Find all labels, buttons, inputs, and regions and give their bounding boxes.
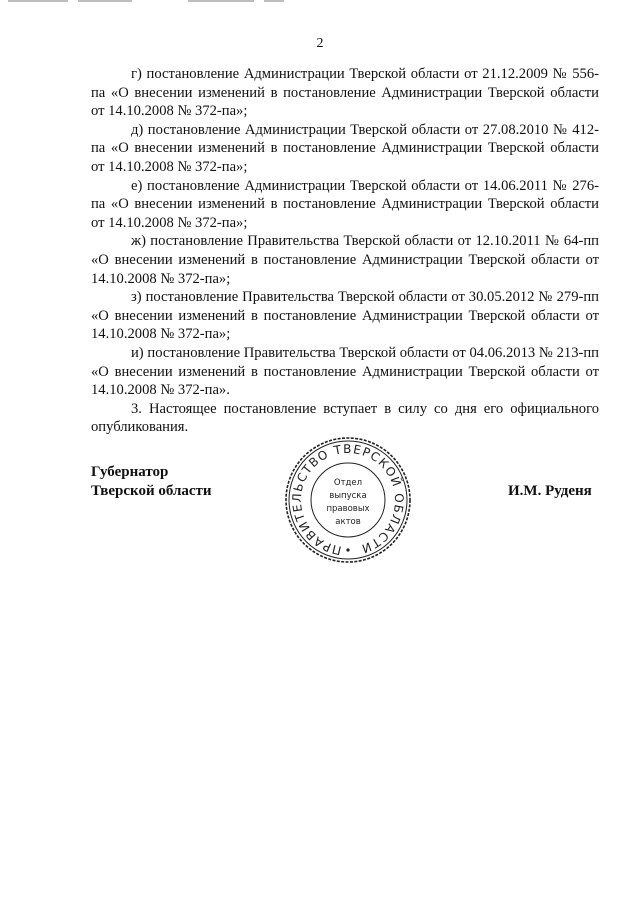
svg-text:ПРАВИТЕЛЬСТВО ТВЕРСКОЙ ОБЛАСТИ: ПРАВИТЕЛЬСТВО ТВЕРСКОЙ ОБЛАСТИ [289, 441, 407, 558]
stamp-inner-line2: выпуска [329, 491, 367, 501]
paragraph-e: е) постановление Администрации Тверской области от 14.06.2011 № 276-па «О внесении изменений в постановление Администрации Тверской области от 14.10.2008 № 372-па»; [91, 177, 599, 231]
paragraph-z: з) постановление Правительства Тверской области от 30.05.2012 № 279-пп «О внесении изменений в постановление Администрации Тверской области от 14.10.2008 № 372-па»; [91, 289, 599, 343]
signatory-position [91, 463, 212, 501]
signatory-position-line1: Губернатор [91, 464, 169, 480]
scan-edge-marks [0, 0, 640, 4]
signatory-position-line2: Тверской области [91, 483, 212, 499]
document-body [91, 65, 599, 437]
paragraph-g: г) постановление Администрации Тверской области от 21.12.2009 № 556-па «О внесении изменений в постановление Администрации Тверской области от 14.10.2008 № 372-па»; [91, 66, 599, 120]
stamp-inner-line4: актов [335, 517, 361, 527]
paragraph-i: и) постановление Правительства Тверской области от 04.06.2013 № 213-пп «О внесении изменений в постановление Администрации Тверской области от 14.10.2008 № 372-па». [91, 344, 599, 399]
paragraph-d: д) постановление Администрации Тверской области от 27.08.2010 № 412-па «О внесении изменений в постановление Администрации Тверской области от 14.10.2008 № 372-па»; [91, 121, 599, 175]
paragraph-zh: ж) постановление Правительства Тверской области от 12.10.2011 № 64-пп «О внесении изменений в постановление Администрации Тверской области от 14.10.2008 № 372-па»; [91, 233, 599, 287]
stamp-inner-line1: Отдел [333, 478, 363, 488]
paragraph-effective-date: 3. Настоящее постановление вступает в силу со дня его официального опубликования. [91, 400, 599, 436]
official-stamp [283, 435, 413, 565]
page-number: 2 [316, 36, 324, 51]
stamp-inner-line3: правовых [326, 504, 370, 514]
signatory-name: И.М. Руденя [508, 483, 592, 499]
